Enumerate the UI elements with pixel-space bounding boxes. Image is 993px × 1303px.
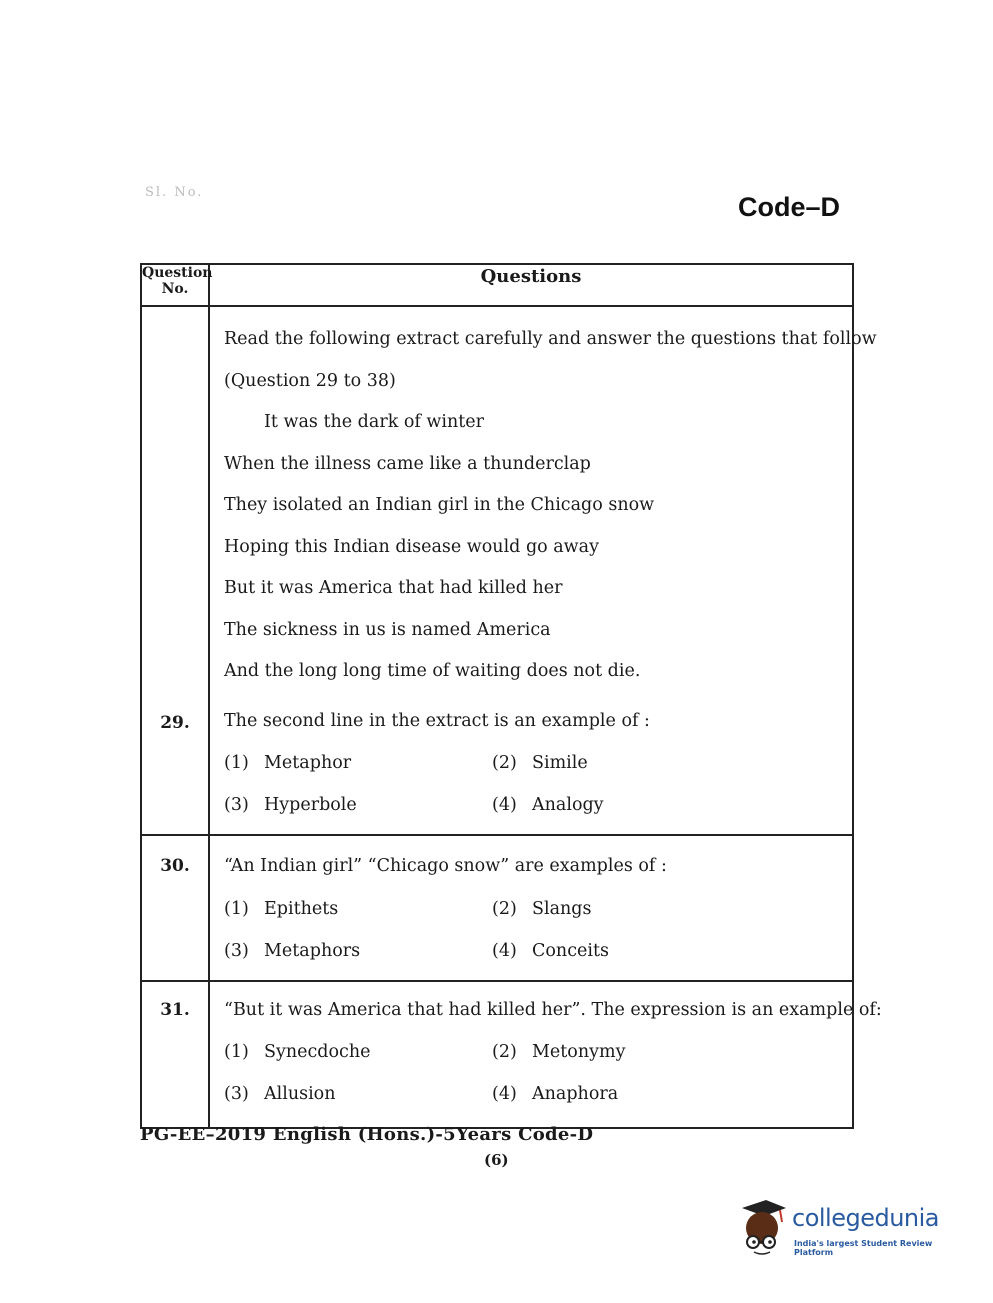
- question-no-header-line1: Question: [142, 265, 213, 281]
- collegedunia-watermark: [736, 1198, 961, 1258]
- option: [224, 784, 492, 826]
- option-text: Synecdoche: [264, 1042, 371, 1062]
- mascot-icon: [736, 1198, 788, 1256]
- option-number: (2): [492, 753, 517, 773]
- option: [492, 742, 760, 784]
- poem-line: And the long long time of waiting does not die.: [224, 661, 641, 681]
- option: [224, 930, 492, 972]
- option-number: (1): [224, 753, 249, 773]
- passage-instruction: Read the following extract carefully and answer the questions that follow: [224, 329, 877, 349]
- question-number-cell: [141, 835, 209, 981]
- option-number: (3): [224, 795, 249, 815]
- table-header-row: [141, 264, 853, 306]
- poem-line: It was the dark of winter: [264, 412, 485, 432]
- options-row: [224, 930, 848, 972]
- question-number: 30.: [160, 856, 190, 876]
- option-text: Metonymy: [532, 1042, 626, 1062]
- option: [224, 1073, 492, 1115]
- option: [224, 888, 492, 930]
- option-text: Analogy: [532, 795, 604, 815]
- question-content-cell: [209, 306, 877, 835]
- option-text: Conceits: [532, 940, 609, 961]
- option: [224, 1031, 492, 1073]
- option-number: (3): [224, 1084, 249, 1104]
- options-row: [224, 1073, 848, 1115]
- option-number: (4): [492, 940, 517, 961]
- option-text: Allusion: [264, 1084, 336, 1104]
- option-number: (1): [224, 898, 249, 919]
- option: [492, 1073, 760, 1115]
- question-content-cell: [209, 981, 882, 1129]
- faint-serial-mark: Sl. No.: [145, 185, 204, 200]
- option-text: Metaphors: [264, 940, 361, 961]
- question-number-cell: [141, 981, 209, 1129]
- brand-tagline: India's largest Student Review Platform: [794, 1239, 933, 1257]
- option-number: (4): [492, 1084, 517, 1104]
- poem-line: Hoping this Indian disease would go away: [224, 536, 599, 557]
- questions-table: [140, 263, 882, 1129]
- options-row: [224, 742, 848, 784]
- passage-instruction-range: (Question 29 to 38): [224, 370, 396, 391]
- options-row: [224, 888, 848, 930]
- option: [492, 888, 760, 930]
- option: [224, 742, 492, 784]
- option-text: Simile: [532, 753, 588, 773]
- option-text: Anaphora: [532, 1084, 619, 1104]
- option-number: (3): [224, 940, 249, 961]
- option-text: Hyperbole: [264, 795, 357, 815]
- poem-line: The sickness in us is named America: [224, 619, 551, 640]
- option-text: Metaphor: [264, 753, 352, 773]
- brand-name: collegedunia: [792, 1204, 940, 1232]
- option: [492, 784, 760, 826]
- question-number: 31.: [160, 999, 190, 1020]
- option-number: (4): [492, 795, 517, 815]
- paper-code: Code–D: [738, 192, 841, 222]
- question-no-header-line2: No.: [161, 281, 189, 297]
- question-number-cell: [141, 306, 209, 835]
- question-text: “An Indian girl” “Chicago snow” are examples of :: [224, 856, 667, 876]
- question-content-cell: [209, 835, 853, 981]
- poem-line: But it was America that had killed her: [224, 578, 563, 598]
- option: [492, 1031, 760, 1073]
- table-row-q31: [141, 981, 853, 1129]
- question-text: “But it was America that had killed her”. The expression is an example of:: [224, 999, 882, 1020]
- option-text: Slangs: [532, 898, 592, 919]
- question-no-header: [141, 264, 213, 306]
- options-row: [224, 784, 848, 826]
- poem-line: They isolated an Indian girl in the Chicago snow: [224, 495, 655, 515]
- questions-header: Questions: [209, 264, 853, 306]
- page-number: (6): [484, 1151, 509, 1169]
- option-text: Epithets: [264, 898, 339, 919]
- option: [492, 930, 760, 972]
- option-number: (1): [224, 1042, 249, 1062]
- table-row-q29: [141, 306, 853, 835]
- question-text: The second line in the extract is an example of :: [224, 710, 650, 731]
- option-number: (2): [492, 898, 517, 919]
- poem-line: When the illness came like a thunderclap: [224, 453, 591, 474]
- question-number: 29.: [160, 713, 190, 733]
- options-row: [224, 1031, 848, 1073]
- exam-footer-title: PG-EE–2019 English (Hons.)-5Years Code-D: [140, 1124, 594, 1145]
- table-row-q30: [141, 835, 853, 981]
- option-number: (2): [492, 1042, 517, 1062]
